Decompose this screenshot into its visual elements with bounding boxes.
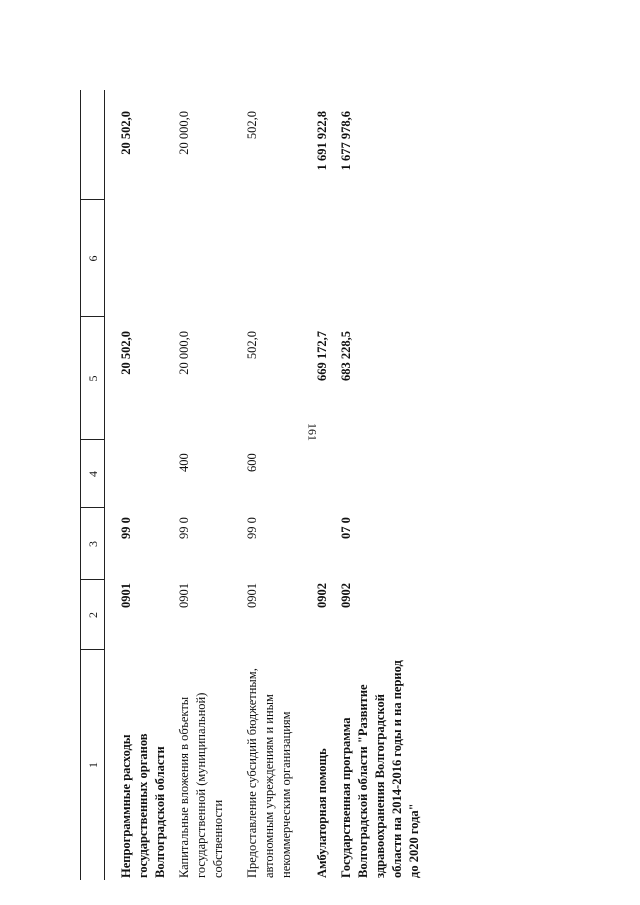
row-name: Амбулаторная помощь [315,748,329,878]
header-col-2: 2 [86,612,100,618]
row-target: 07 0 [339,517,353,539]
header-col-5: 5 [86,375,100,382]
row-name: Государственная программа Волгоградской области "Развитие здравоохранения Волгоградской области на 2014-2016 годы и на период до 2020 года" [339,660,421,878]
row-name: Капитальные вложения в объекты государственной (муниципальной) собственности [177,692,225,878]
row-target: 99 0 [177,517,191,539]
row-value-6: 20 000,0 [177,111,191,155]
header-col-4: 4 [86,471,100,477]
row-type: 600 [245,453,259,472]
row-name: Непрограммные расходы государственных органов Волгоградской области [119,733,167,878]
table-top-border [80,90,81,880]
header-col-3: 3 [86,541,100,547]
budget-table [80,90,421,880]
row-value-6: 20 502,0 [119,111,133,155]
header-col-6: 6 [86,255,100,262]
row-code: 0901 [177,583,191,608]
row-value-5: 20 000,0 [177,331,191,375]
row-target: 99 0 [119,517,133,539]
row-value-6: 1 691 922,8 [315,111,329,171]
row-name: Предоставление субсидий бюджетным, автономным учреждениям и иным некоммерческим организациям [245,668,293,878]
row-target: 99 0 [245,517,259,539]
row-code: 0901 [245,583,259,608]
row-value-5: 669 172,7 [315,331,329,381]
header-col-1: 1 [86,762,100,768]
page-number: 161 [305,423,320,441]
header-bottom-border [104,90,105,880]
row-value-6: 502,0 [245,111,259,140]
row-value-5: 502,0 [245,331,259,360]
row-value-5: 20 502,0 [119,331,133,375]
row-value-5: 683 228,5 [339,331,353,381]
row-code: 0902 [315,583,329,608]
row-value-6: 1 677 978,6 [339,111,353,171]
row-code: 0901 [119,583,133,608]
row-code: 0902 [339,583,353,608]
row-type: 400 [177,453,191,472]
